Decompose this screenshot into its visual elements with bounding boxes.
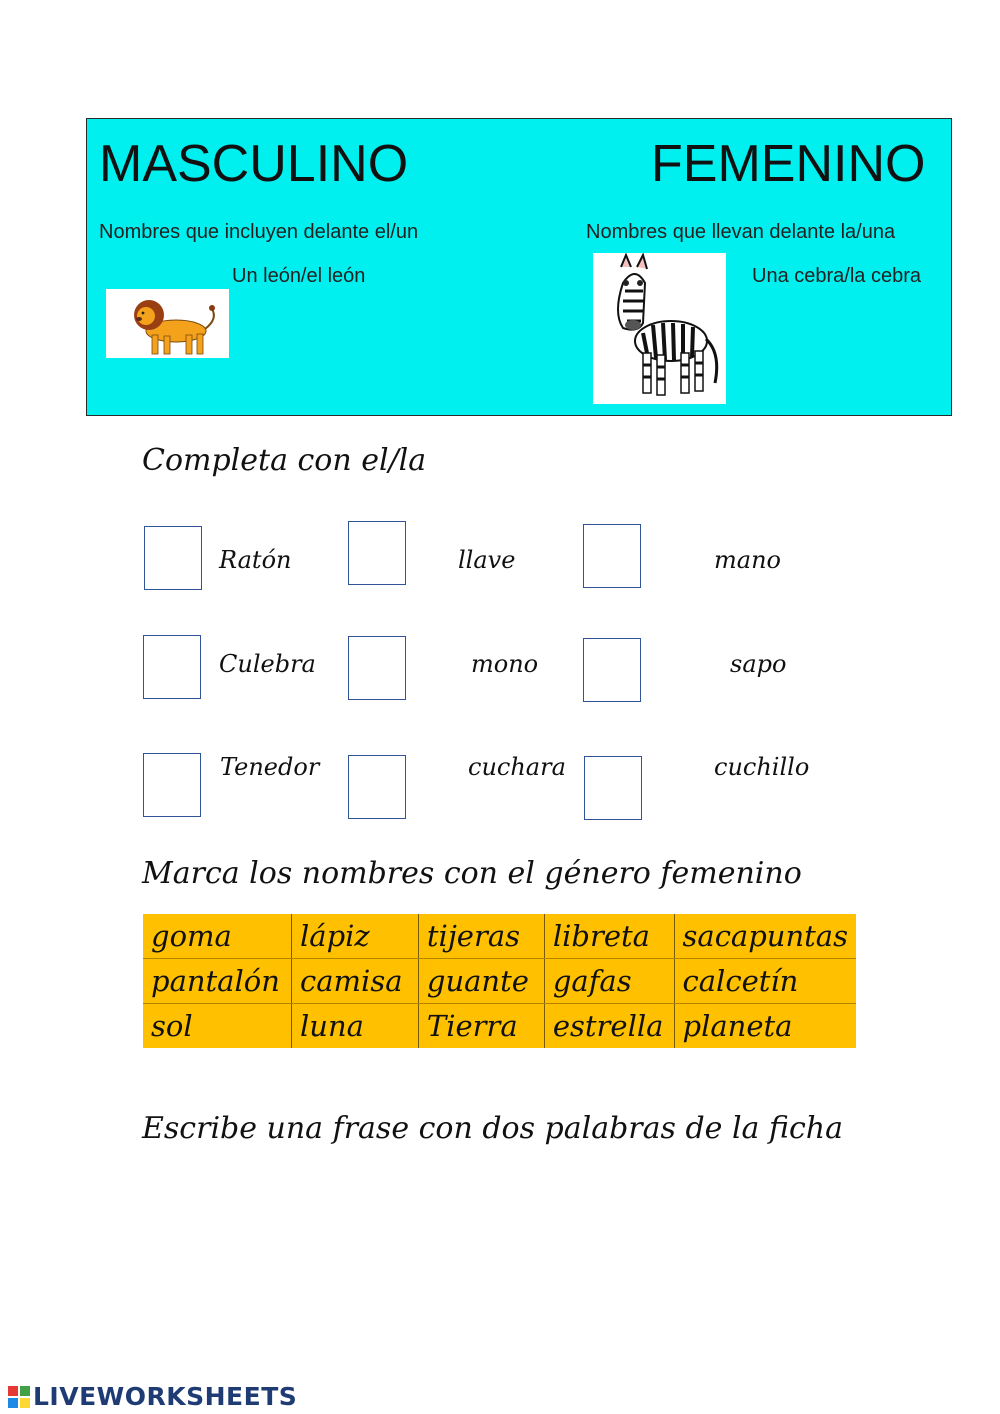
masculine-example: Un león/el león	[232, 265, 366, 287]
word-cell[interactable]: sol	[143, 1004, 292, 1049]
word-cell[interactable]: sacapuntas	[674, 914, 856, 959]
word-culebra: Culebra	[219, 650, 316, 678]
article-box-culebra[interactable]	[143, 635, 201, 699]
feminine-description: Nombres que llevan delante la/una	[586, 221, 896, 243]
word-cell[interactable]: luna	[292, 1004, 419, 1049]
liveworksheets-logo	[8, 1382, 297, 1411]
feminine-example: Una cebra/la cebra	[752, 265, 921, 287]
feminine-words-table	[143, 914, 856, 1048]
word-llave: llave	[458, 546, 516, 574]
word-cell[interactable]: estrella	[544, 1004, 674, 1049]
exercise3-title: Escribe una frase con dos palabras de la ficha	[142, 1111, 843, 1146]
masculine-description: Nombres que incluyen delante el/un	[99, 221, 419, 243]
article-box-cuchara[interactable]	[348, 755, 406, 819]
article-box-cuchillo[interactable]	[584, 756, 642, 820]
table-row	[143, 959, 856, 1004]
word-cell[interactable]: libreta	[544, 914, 674, 959]
word-mano: mano	[714, 546, 781, 574]
table-row	[143, 914, 856, 959]
zebra-illustration	[593, 253, 726, 404]
feminine-title: FEMENINO	[651, 135, 926, 193]
exercise1-title: Completa con el/la	[142, 443, 427, 478]
word-mono: mono	[471, 650, 539, 678]
word-cell[interactable]: planeta	[682, 1009, 793, 1043]
article-box-raton[interactable]	[144, 526, 202, 590]
word-cell[interactable]: gafas	[544, 959, 674, 1004]
exercise2-title: Marca los nombres con el género femenino	[142, 856, 802, 891]
article-box-sapo[interactable]	[583, 638, 641, 702]
word-cell[interactable]: lápiz	[292, 914, 419, 959]
table-row	[143, 1004, 856, 1049]
word-cell[interactable]: pantalón	[143, 959, 292, 1004]
word-tenedor: Tenedor	[220, 753, 320, 781]
word-cell[interactable]: Tierra	[418, 1004, 544, 1049]
article-box-llave[interactable]	[348, 521, 406, 585]
word-cell[interactable]: guante	[418, 959, 544, 1004]
word-cell[interactable]: calcetín	[674, 959, 856, 1004]
word-sapo: sapo	[730, 650, 787, 678]
word-cuchara: cuchara	[468, 753, 566, 781]
liveworksheets-logo-icon	[8, 1385, 30, 1407]
masculine-title: MASCULINO	[99, 135, 409, 193]
article-box-tenedor[interactable]	[143, 753, 201, 817]
lion-illustration	[106, 289, 229, 358]
word-cell[interactable]: tijeras	[418, 914, 544, 959]
liveworksheets-logo-text: LIVEWORKSHEETS	[33, 1382, 298, 1411]
word-raton: Ratón	[219, 546, 292, 574]
article-box-mano[interactable]	[583, 524, 641, 588]
article-box-mono[interactable]	[348, 636, 406, 700]
word-cell[interactable]: camisa	[292, 959, 419, 1004]
word-cell[interactable]: goma	[143, 914, 292, 959]
word-cuchillo: cuchillo	[714, 753, 810, 781]
